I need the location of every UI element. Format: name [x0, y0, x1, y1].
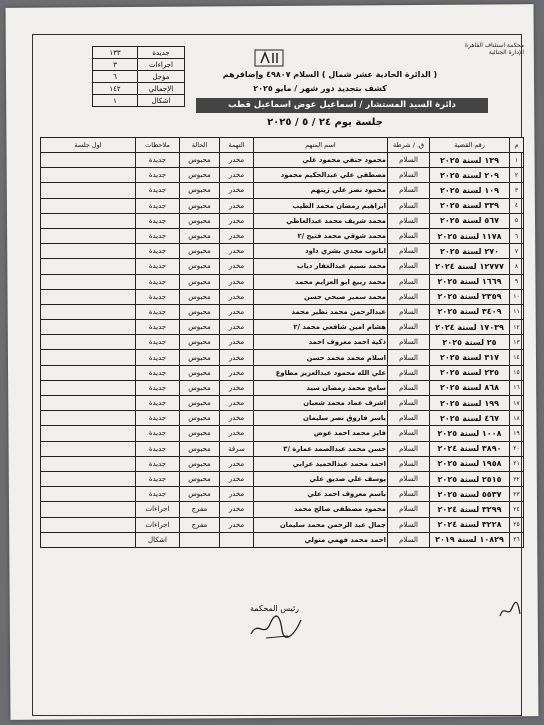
first-session [41, 487, 136, 502]
defendant-name: باسم معروف احمد علي [254, 487, 388, 502]
row-number: ٢٥ [510, 517, 524, 532]
defendant-name: ابراهيم رمضان محمد الطيب [254, 198, 388, 213]
row-number: ٢٦ [510, 532, 524, 547]
charge: مخدر [220, 153, 254, 168]
signature-icon [246, 612, 306, 642]
detention-status: محبوس [180, 487, 220, 502]
case-number: ٥٦٧ لسنة ٢٠٢٥ [430, 213, 510, 228]
defendant-name: محمود مصطفى صالح محمد [254, 502, 388, 517]
case-number: ٣٤٠٩ لسنة ٢٠٢٥ [430, 304, 510, 319]
judge-banner: دائرة السيد المستشار / اسماعيل عوض اسماعيل قطب [196, 98, 488, 113]
case-number: ٢٧٠ لسنة ٢٠٢٥ [430, 244, 510, 259]
notes: اجراءات [136, 502, 180, 517]
charge: مخدر [220, 456, 254, 471]
defendant-name: محمد سمير صبحي حسن [254, 289, 388, 304]
row-number: ٨ [510, 259, 524, 274]
first-session [41, 517, 136, 532]
charge: مخدر [220, 274, 254, 289]
stats-label: اشكال [138, 95, 185, 107]
charge: مخدر [220, 350, 254, 365]
row-number: ٢٢ [510, 471, 524, 486]
police-station: السلام [388, 228, 430, 243]
detention-status [180, 532, 220, 547]
table-row [41, 396, 524, 411]
case-number: ٢٣٥٩ لسنة ٢٠٢٥ [430, 289, 510, 304]
signature-label: رئيس المحكمة [250, 604, 300, 613]
case-number: ١٩٥٨ لسنة ٢٠٢٥ [430, 456, 510, 471]
row-number: ١٩ [510, 426, 524, 441]
court-logo-icon [254, 48, 284, 68]
detention-status: محبوس [180, 471, 220, 486]
notes: جديدة [136, 441, 180, 456]
notes: جديدة [136, 471, 180, 486]
charge: مخدر [220, 304, 254, 319]
row-number: ٢٣ [510, 487, 524, 502]
charge [220, 532, 254, 547]
court-header [452, 42, 524, 56]
table-row [41, 517, 524, 532]
case-number: ١٠٩ لسنة ٢٠٢٥ [430, 183, 510, 198]
stats-label: اجراءات [138, 59, 185, 71]
charge: مخدر [220, 244, 254, 259]
defendant-name: محمد ربيع ابو العزايم محمد [254, 274, 388, 289]
stats-label: الإجمالي [138, 83, 185, 95]
charge: مخدر [220, 426, 254, 441]
case-number: ٣٣٩ لسنة ٢٠٢٥ [430, 198, 510, 213]
charge: مخدر [220, 411, 254, 426]
police-station: السلام [388, 350, 430, 365]
first-session [41, 213, 136, 228]
defendant-name: سامح محمد رمضان سيد [254, 380, 388, 395]
first-session [41, 335, 136, 350]
first-session [41, 456, 136, 471]
department-name: الإدارة الجنائية [488, 49, 524, 56]
case-number: ١٠٠٨ لسنة ٢٠٢٥ [430, 426, 510, 441]
defendant-name: جمال عبد الرحمن محمد سليمان [254, 517, 388, 532]
first-session [41, 380, 136, 395]
notes: جديدة [136, 198, 180, 213]
case-number: ١١٧٨ لسنة ٢٠٢٥ [430, 228, 510, 243]
detention-status: مفرج [180, 517, 220, 532]
first-session [41, 471, 136, 486]
column-header: اول جلسة [41, 138, 136, 153]
row-number: ٢٤ [510, 502, 524, 517]
notes: جديدة [136, 396, 180, 411]
notes: جديدة [136, 411, 180, 426]
first-session [41, 289, 136, 304]
detention-status: محبوس [180, 320, 220, 335]
defendant-name: ذكية احمد معروف احمد [254, 335, 388, 350]
case-number: ١٦٦٩ لسنة ٢٠٢٥ [430, 274, 510, 289]
row-number: ١٦ [510, 380, 524, 395]
first-session [41, 532, 136, 547]
stats-row [93, 59, 185, 71]
detention-status: محبوس [180, 289, 220, 304]
notes: جديدة [136, 153, 180, 168]
charge: مخدر [220, 213, 254, 228]
column-header: اسم المتهم [254, 138, 388, 153]
first-session [41, 274, 136, 289]
row-number: ١٢ [510, 320, 524, 335]
column-header: ملاحظات [136, 138, 180, 153]
cases-table [40, 137, 524, 548]
table-row [41, 304, 524, 319]
table-row [41, 168, 524, 183]
notes: جديدة [136, 365, 180, 380]
first-session [41, 350, 136, 365]
first-session [41, 441, 136, 456]
case-number: ٣٢٩٩ لسنة ٢٠٢٤ [430, 502, 510, 517]
police-station: السلام [388, 168, 430, 183]
row-number: ١٧ [510, 396, 524, 411]
police-station: السلام [388, 304, 430, 319]
charge: مخدر [220, 289, 254, 304]
table-row [41, 274, 524, 289]
table-row [41, 228, 524, 243]
notes: جديدة [136, 335, 180, 350]
row-number: ٩ [510, 274, 524, 289]
charge: سرقة [220, 441, 254, 456]
first-session [41, 259, 136, 274]
police-station: السلام [388, 320, 430, 335]
case-number: ٢٥ لسنة ٢٠٢٥ [430, 335, 510, 350]
table-row [41, 487, 524, 502]
detention-status: محبوس [180, 365, 220, 380]
court-name: محكمة استئناف القاهرة [464, 42, 524, 49]
police-station: السلام [388, 396, 430, 411]
detention-status: محبوس [180, 426, 220, 441]
table-row [41, 380, 524, 395]
row-number: ٥ [510, 213, 524, 228]
detention-status: محبوس [180, 198, 220, 213]
table-row [41, 441, 524, 456]
case-number: ٣٢٢٨ لسنة ٢٠٢٤ [430, 517, 510, 532]
charge: مخدر [220, 365, 254, 380]
police-station: السلام [388, 441, 430, 456]
row-number: ١٠ [510, 289, 524, 304]
defendant-name: يوسف علي صديق علي [254, 471, 388, 486]
defendant-name: مصطفى علي عبدالحكيم محمود [254, 168, 388, 183]
detention-status: محبوس [180, 441, 220, 456]
table-row [41, 259, 524, 274]
police-station: السلام [388, 502, 430, 517]
defendant-name: ابانوب مجدي بشري داود [254, 244, 388, 259]
table-row [41, 532, 524, 547]
police-station: السلام [388, 213, 430, 228]
charge: مخدر [220, 517, 254, 532]
notes: جديدة [136, 228, 180, 243]
case-number: ١٣٩ لسنة ٢٠٢٥ [430, 153, 510, 168]
charge: مخدر [220, 471, 254, 486]
police-station: السلام [388, 274, 430, 289]
detention-status: محبوس [180, 244, 220, 259]
defendant-name: فايز محمد احمد عوض [254, 426, 388, 441]
table-row [41, 502, 524, 517]
row-number: ١٤ [510, 350, 524, 365]
row-number: ١١ [510, 304, 524, 319]
case-number: ٢٥١٥ لسنة ٢٠٢٥ [430, 471, 510, 486]
detention-status: محبوس [180, 259, 220, 274]
defendant-name: محمد شوقي محمد فتيح /٢ [254, 228, 388, 243]
stats-row [93, 83, 185, 95]
column-header: التهمة [220, 138, 254, 153]
police-station: السلام [388, 198, 430, 213]
notes: جديدة [136, 426, 180, 441]
notes: جديدة [136, 259, 180, 274]
charge: مخدر [220, 487, 254, 502]
notes: جديدة [136, 168, 180, 183]
notes: جديدة [136, 350, 180, 365]
table-row [41, 153, 524, 168]
police-station: السلام [388, 517, 430, 532]
defendant-name: اسلام محمد محمد حسن [254, 350, 388, 365]
police-station: السلام [388, 365, 430, 380]
table-row [41, 244, 524, 259]
stats-value: ٣ [93, 59, 138, 71]
notes: جديدة [136, 487, 180, 502]
detention-status: محبوس [180, 183, 220, 198]
charge: مخدر [220, 380, 254, 395]
police-station: السلام [388, 456, 430, 471]
notes: جديدة [136, 289, 180, 304]
police-station: السلام [388, 426, 430, 441]
police-station: السلام [388, 244, 430, 259]
column-header: الحالة [180, 138, 220, 153]
first-session [41, 244, 136, 259]
stats-value: ٦ [93, 71, 138, 83]
case-number: ٤٦٧ لسنة ٢٠٢٥ [430, 411, 510, 426]
charge: مخدر [220, 335, 254, 350]
row-number: ٧ [510, 244, 524, 259]
stats-value: ١٣٣ [93, 47, 138, 59]
initials-mark-icon [496, 598, 524, 624]
police-station: السلام [388, 532, 430, 547]
detention-status: مفرج [180, 502, 220, 517]
first-session [41, 411, 136, 426]
defendant-name: علي الله محمود عبدالعزيز مطاوع [254, 365, 388, 380]
charge: مخدر [220, 183, 254, 198]
stats-table [92, 46, 185, 107]
first-session [41, 153, 136, 168]
case-number: ٢٣٥ لسنة ٢٠٢٥ [430, 365, 510, 380]
row-number: ١٨ [510, 411, 524, 426]
detention-status: محبوس [180, 350, 220, 365]
table-row [41, 365, 524, 380]
row-number: ٦ [510, 228, 524, 243]
row-number: ١ [510, 153, 524, 168]
first-session [41, 228, 136, 243]
defendant-name: عبدالرحمن محمد نظير محمد [254, 304, 388, 319]
stats-row [93, 47, 185, 59]
first-session [41, 320, 136, 335]
case-number: ٨٦٨ لسنة ٢٠٢٥ [430, 380, 510, 395]
table-header-row [41, 138, 524, 153]
first-session [41, 304, 136, 319]
case-number: ٥٥٣٧ لسنة ٢٠٢٥ [430, 487, 510, 502]
first-session [41, 365, 136, 380]
notes: جديدة [136, 380, 180, 395]
circuit-title: ( الدائرة الحادية عشر شمال ) السلام ٤٩٨٠٧ وإضافرهم [222, 70, 438, 79]
detention-status: محبوس [180, 456, 220, 471]
table-row [41, 411, 524, 426]
case-number: ١٠٨٢٩ لسنة ٢٠١٩ [430, 532, 510, 547]
table-body [41, 153, 524, 548]
notes: جديدة [136, 304, 180, 319]
row-number: ٢ [510, 168, 524, 183]
notes: جديدة [136, 274, 180, 289]
detention-status: محبوس [180, 304, 220, 319]
charge: مخدر [220, 502, 254, 517]
detention-status: محبوس [180, 335, 220, 350]
defendant-name: ياسر فاروق نصر سليمان [254, 411, 388, 426]
table-row [41, 471, 524, 486]
first-session [41, 183, 136, 198]
case-number: ١٢٧٧٧ لسنة ٢٠٢٤ [430, 259, 510, 274]
notes: اجراءات [136, 517, 180, 532]
police-station: السلام [388, 487, 430, 502]
case-number: ١٧٠٣٩ لسنة ٢٠٢٤ [430, 320, 510, 335]
defendant-name: محمود نصر علي زينهم [254, 183, 388, 198]
stats-label: جديدة [138, 47, 185, 59]
stats-label: مؤجل [138, 71, 185, 83]
defendant-name: هشام امين شافعي محمد /٢ [254, 320, 388, 335]
row-number: ١٣ [510, 335, 524, 350]
table-row [41, 183, 524, 198]
detention-status: محبوس [180, 228, 220, 243]
stats-value: ١ [93, 95, 138, 107]
table-row [41, 350, 524, 365]
case-number: ٢٠٩ لسنة ٢٠٢٥ [430, 168, 510, 183]
charge: مخدر [220, 259, 254, 274]
defendant-name: حسن محمد عبدالصمد عمارة /٣ [254, 441, 388, 456]
row-number: ٤ [510, 198, 524, 213]
first-session [41, 198, 136, 213]
police-station: السلام [388, 259, 430, 274]
session-date: جلسة يوم ٢٤ / ٥ / ٢٠٢٥ [267, 117, 383, 128]
police-station: السلام [388, 380, 430, 395]
row-number: ٢١ [510, 456, 524, 471]
notes: جديدة [136, 456, 180, 471]
police-station: السلام [388, 335, 430, 350]
police-station: السلام [388, 471, 430, 486]
case-number: ١٩٩ لسنة ٢٠٢٥ [430, 396, 510, 411]
defendant-name: اشرف عماد محمد شعبان [254, 396, 388, 411]
police-station: السلام [388, 289, 430, 304]
defendant-name: محمد شريف محمد عبدالعاطي [254, 213, 388, 228]
charge: مخدر [220, 198, 254, 213]
detention-status: محبوس [180, 380, 220, 395]
detention-status: محبوس [180, 153, 220, 168]
column-header: م [510, 138, 524, 153]
charge: مخدر [220, 228, 254, 243]
charge: مخدر [220, 320, 254, 335]
defendant-name: احمد محمد فهمي متولي [254, 532, 388, 547]
notes: جديدة [136, 244, 180, 259]
detention-status: محبوس [180, 274, 220, 289]
charge: مخدر [220, 396, 254, 411]
first-session [41, 426, 136, 441]
first-session [41, 168, 136, 183]
first-session [41, 396, 136, 411]
row-number: ١٥ [510, 365, 524, 380]
table-row [41, 456, 524, 471]
police-station: السلام [388, 183, 430, 198]
stats-value: ١٤٢ [93, 83, 138, 95]
column-header: رقم القضية [430, 138, 510, 153]
police-station: السلام [388, 153, 430, 168]
defendant-name: محمود حنفي محمود علي [254, 153, 388, 168]
table-row [41, 213, 524, 228]
detention-status: محبوس [180, 213, 220, 228]
column-header: ق. / شرطة [388, 138, 430, 153]
case-number: ٣١٧ لسنة ٢٠٢٥ [430, 350, 510, 365]
detention-status: محبوس [180, 411, 220, 426]
stats-row [93, 95, 185, 107]
defendant-name: احمد محمد عبدالحميد عرابي [254, 456, 388, 471]
notes: جديدة [136, 183, 180, 198]
first-session [41, 502, 136, 517]
detention-status: محبوس [180, 168, 220, 183]
defendant-name: محمد نسيم عبدالغفار دياب [254, 259, 388, 274]
notes: جديدة [136, 213, 180, 228]
detention-status: محبوس [180, 396, 220, 411]
row-number: ٢٠ [510, 441, 524, 456]
case-number: ٣٨٩٠ لسنة ٢٠٢٤ [430, 441, 510, 456]
police-station: السلام [388, 411, 430, 426]
table-row [41, 426, 524, 441]
row-number: ٣ [510, 183, 524, 198]
stats-row [93, 71, 185, 83]
charge: مخدر [220, 168, 254, 183]
notes: جديدة [136, 320, 180, 335]
notes: اشكال [136, 532, 180, 547]
table-row [41, 320, 524, 335]
table-row [41, 289, 524, 304]
table-row [41, 335, 524, 350]
table-row [41, 198, 524, 213]
list-subtitle: كشف بتجديد دور شهر / مايو ٢٠٢٥ [253, 84, 387, 93]
